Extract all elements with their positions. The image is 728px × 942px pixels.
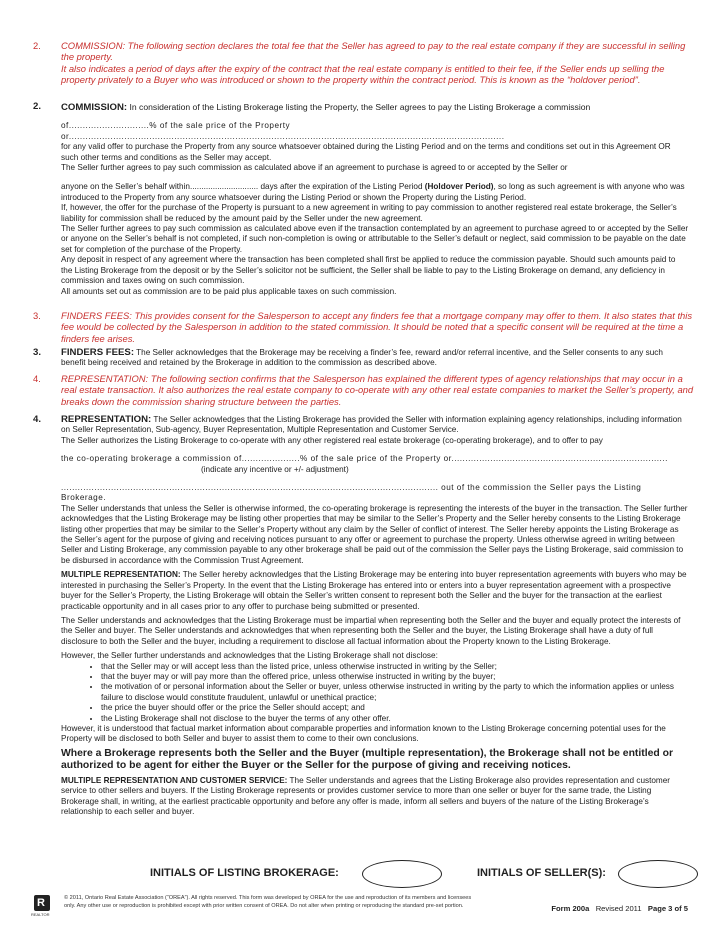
section-number: 3. — [33, 347, 42, 358]
realtor-logo-icon: R — [34, 895, 50, 911]
listing-brokerage-initials-field[interactable] — [362, 860, 442, 888]
finders-fees-section — [33, 348, 689, 369]
list-item: • that the buyer may or will pay more than the offered price, unless otherwise instructed in writing by the buyer; — [101, 672, 689, 682]
list-item: • the motivation of or personal information about the Seller or buyer, unless otherwise instructed in writing by the party to which the information applies or unless failure to disclose would constitute fraudulent, unlawful or unethical practice; — [101, 682, 689, 703]
realtor-logo-text: REALTOR — [31, 912, 50, 917]
commission-taxes: All amounts set out as commission are to be paid plus applicable taxes on such commission. — [61, 286, 397, 296]
representation-note-text: REPRESENTATION: The following section confirms that the Salesperson has explained the different types of agency relationships that may occur in a real estate transaction. It also authorizes the real estate company to co-operate with any other real estate companies to market the Seller’s property, and breaks down the commission sharing structure between the parties. — [61, 373, 694, 407]
commission-intro: In consideration of the Listing Brokerage listing the Property, the Seller agrees to pay the Listing Brokerage a commission — [129, 102, 591, 112]
listing-brokerage-initials-label: INITIALS OF LISTING BROKERAGE: — [150, 867, 339, 879]
impartial-text: The Seller understands and acknowledges that the Listing Brokerage must be impartial when representing both the Seller and the buyer and equally protect the interests of the Seller and buyer. The Seller understands and acknowledges that when representing both the Seller and the buyer, the Listing Brokerage shall have a duty of full disclosure to both the Seller and the buyer, including a requirement to disclose all factual information about the Property known to the Listing Brokerage. — [61, 615, 681, 646]
form-revision: Revised 2011 — [595, 904, 642, 913]
holdover-label: (Holdover Period) — [424, 182, 494, 192]
incentive-hint: (indicate any incentive or +/- adjustment) — [201, 464, 349, 474]
finders-fees-note-text: FINDERS FEES: This provides consent for the Salesperson to accept any finders fee that a mortgage company may offer to them. It also states that this fee would be collected by the Salesperson in addition to the stated commission. It should be noted that a specific consent will be required at the time a finders fee arises. — [61, 310, 693, 344]
not-disclose-list — [61, 662, 689, 724]
section-number: 2. — [33, 40, 41, 51]
representation-intro: The Seller acknowledges that the Listing Brokerage has provided the Seller with information explaining agency relationships, including information on Seller Representation, Sub-agency, Buyer Representation, Multiple Representation and Customer Service. — [61, 415, 682, 435]
commission-section — [33, 102, 689, 297]
finders-fees-title: FINDERS FEES: — [61, 347, 135, 358]
seller-initials-label: INITIALS OF SELLER(S): — [477, 867, 606, 879]
form-number: Form 200a — [551, 904, 590, 913]
multiple-representation-text: The Seller hereby acknowledges that the Listing Brokerage may be entering into buyer representation agreements with buyers who may be interested in purchasing the Seller’s Property. In the event that the Listing Brokerage has entered into or enters into a buyer representation agreement with a prospective buyer for the Seller’s Property, the Listing Brokerage will obtain the Seller’s written consent to represent both the Seller and the buyer for the transaction at the earliest practicable opportunity and in all cases prior to any offer to purchase being submitted or presented. — [61, 570, 687, 611]
section-number: 2. — [33, 101, 42, 112]
coop-commission-line: the co-operating brokerage a commission of.....................% of the sale price of the Property or.............................................................................. — [61, 454, 668, 464]
not-disclose-intro: However, the Seller further understands and acknowledges that the Listing Brokerage shall not disclose: — [61, 651, 438, 661]
copyright-footer — [64, 894, 524, 910]
commission-out-of-line: ........................................................................................................................................ out of the commission the Seller pays the Listing Brokerage. — [61, 483, 642, 503]
section-number: 4. — [33, 373, 41, 384]
list-item: • the Listing Brokerage shall not disclose to the buyer the terms of any other offer. — [101, 714, 689, 724]
section-number: 4. — [33, 414, 42, 425]
commission-note — [33, 40, 689, 86]
commission-note-line2: It also indicates a period of days after the expiry of the contract that the real estate company is entitled to their fee, if the Seller ends up selling the property privately to a Buyer who was introduced or shown to the property within the contract period. This is known as the “holdover period”. — [61, 62, 665, 86]
seller-initials-field[interactable] — [618, 860, 698, 888]
multiple-representation-title: MULTIPLE REPRESENTATION: — [61, 570, 181, 580]
representation-title: REPRESENTATION: — [61, 414, 152, 425]
representation-note — [33, 373, 694, 407]
finders-fees-note — [33, 310, 693, 344]
representation-understands: The Seller understands that unless the Seller is otherwise informed, the co-operating brokerage is representing the interests of the buyer in the transaction. The Seller further acknowledges that the Listing Brokerage may be listing other properties that may be similar to the Seller’s Property and the Seller hereby consents to the Listing Brokerage listing other properties that may be similar to the Seller’s Property without any claim by the Seller of conflict of interest. The Seller hereby appoints the Listing Brokerage as the Seller’s agent for the purpose of giving and receiving notices pursuant to any offer or agreement to purchase the property. Unless otherwise agreed in writing between Seller and Listing Brokerage, any commission payable to any other brokerage shall be paid out of the commission the Seller pays the Listing Brokerage, said commission to be disbursed in accordance with the Commission Trust Agreement. — [61, 503, 688, 565]
section-number: 3. — [33, 310, 41, 321]
mrcs-title: MULTIPLE REPRESENTATION AND CUSTOMER SERVICE: — [61, 775, 288, 785]
list-item: • the price the buyer should offer or the price the Seller should accept; and — [101, 703, 689, 713]
mrcs-text: The Seller understands and agrees that the Listing Brokerage also provides representation and customer service to other sellers and buyers. If the Listing Brokerage represents or provides customer service to more than one seller or buyer for the same trade, the Listing Brokerage shall, in writing, at the earliest practicable opportunity and before any offer is made, inform all sellers and buyers of the nature of the Listing Brokerage’s relationship to each seller and buyer. — [61, 775, 671, 817]
representation-cooperate: The Seller authorizes the Listing Brokerage to co-operate with any other registered real estate brokerage (co-operating brokerage), and to offer to pay — [61, 435, 603, 445]
finders-fees-text: The Seller acknowledges that the Brokerage may be receiving a finder’s fee, reward and/or referral incentive, and the Seller consents to any such benefit being received and retained by the Brokerage in addition to the commission as described above. — [61, 348, 663, 368]
commission-deposit: Any deposit in respect of any agreement where the transaction has been completed shall first be applied to reduce the commission payable. Should such amounts paid to the Listing Brokerage from the deposit or by the Seller’s solicitor not be sufficient, the Seller shall be liable to pay to the Listing Brokerage on demand, any deficiency in commission and taxes owing on such commission. — [61, 255, 676, 286]
holdover-text-a: anyone on the Seller’s behalf within.............................. days after the expiration of the Listing Period — [61, 182, 425, 192]
copyright-line2: only. Any other use or reproduction is prohibited except with prior written consent of OREA. Do not alter when printing or reproducing the standard pre-set portion. — [64, 903, 464, 909]
commission-note-line1: COMMISSION: The following section declares the total fee that the Seller has agreed to pay to the real estate company if they are successful in selling the property. — [61, 40, 686, 63]
multiple-representation-notice: Where a Brokerage represents both the Seller and the Buyer (multiple representation), the Brokerage shall not be entitled or authorized to be agent for either the Buyer or the Seller for the purpose of giving and receiving notices. — [61, 747, 674, 772]
page-number: Page 3 of 5 — [647, 904, 688, 913]
market-info-text: However, it is understood that factual market information about comparable properties and information known to the Listing Brokerage concerning potential uses for the Property will be disclosed to both Seller and buyer to assist them to come to their own conclusions. — [61, 723, 666, 744]
commission-valid-offer: for any valid offer to purchase the Property from any source whatsoever obtained during the Listing Period and on the terms and conditions set out in this Agreement OR such other terms and conditions as the Seller may accept. — [61, 142, 671, 162]
commission-reduction: If, however, the offer for the purchase of the Property is pursuant to a new agreement in writing to pay commission to another registered real estate brokerage, the Seller’s liability for commission shall be reduced by the amount paid by the Seller under the new agreement. — [61, 203, 677, 223]
copyright-line1: © 2011, Ontario Real Estate Association (“OREA”). All rights reserved. This form was developed by OREA for the use and reproduction of its members and licensees — [64, 895, 472, 901]
commission-rate-line: of.............................% of the sale price of the Property or............................................................................................................................................................. — [61, 121, 505, 141]
commission-further: The Seller further agrees to pay such commission as calculated above if an agreement to purchase is agreed to or accepted by the Seller or — [61, 163, 568, 173]
commission-noncompletion: The Seller further agrees to pay such commission as calculated above even if the transaction contemplated by an agreement to purchase agreed to or accepted by the Seller or anyone on the Seller’s behalf is not completed, if such non-completion is owing or attributable to the Seller’s default or neglect, said commission to be payable on the date set for completion of the purchase of the Property. — [61, 224, 689, 254]
holdover-text-c: , so long as such agreement is with anyone who was introduced to the Property from any source whatsoever during the Listing Period or shown the Property during the Listing Period. — [61, 182, 685, 202]
form-identifier — [551, 904, 688, 913]
representation-section — [33, 415, 689, 818]
commission-title: COMMISSION: — [61, 102, 128, 113]
list-item: • that the Seller may or will accept less than the listed price, unless otherwise instructed in writing by the Seller; — [101, 662, 689, 672]
